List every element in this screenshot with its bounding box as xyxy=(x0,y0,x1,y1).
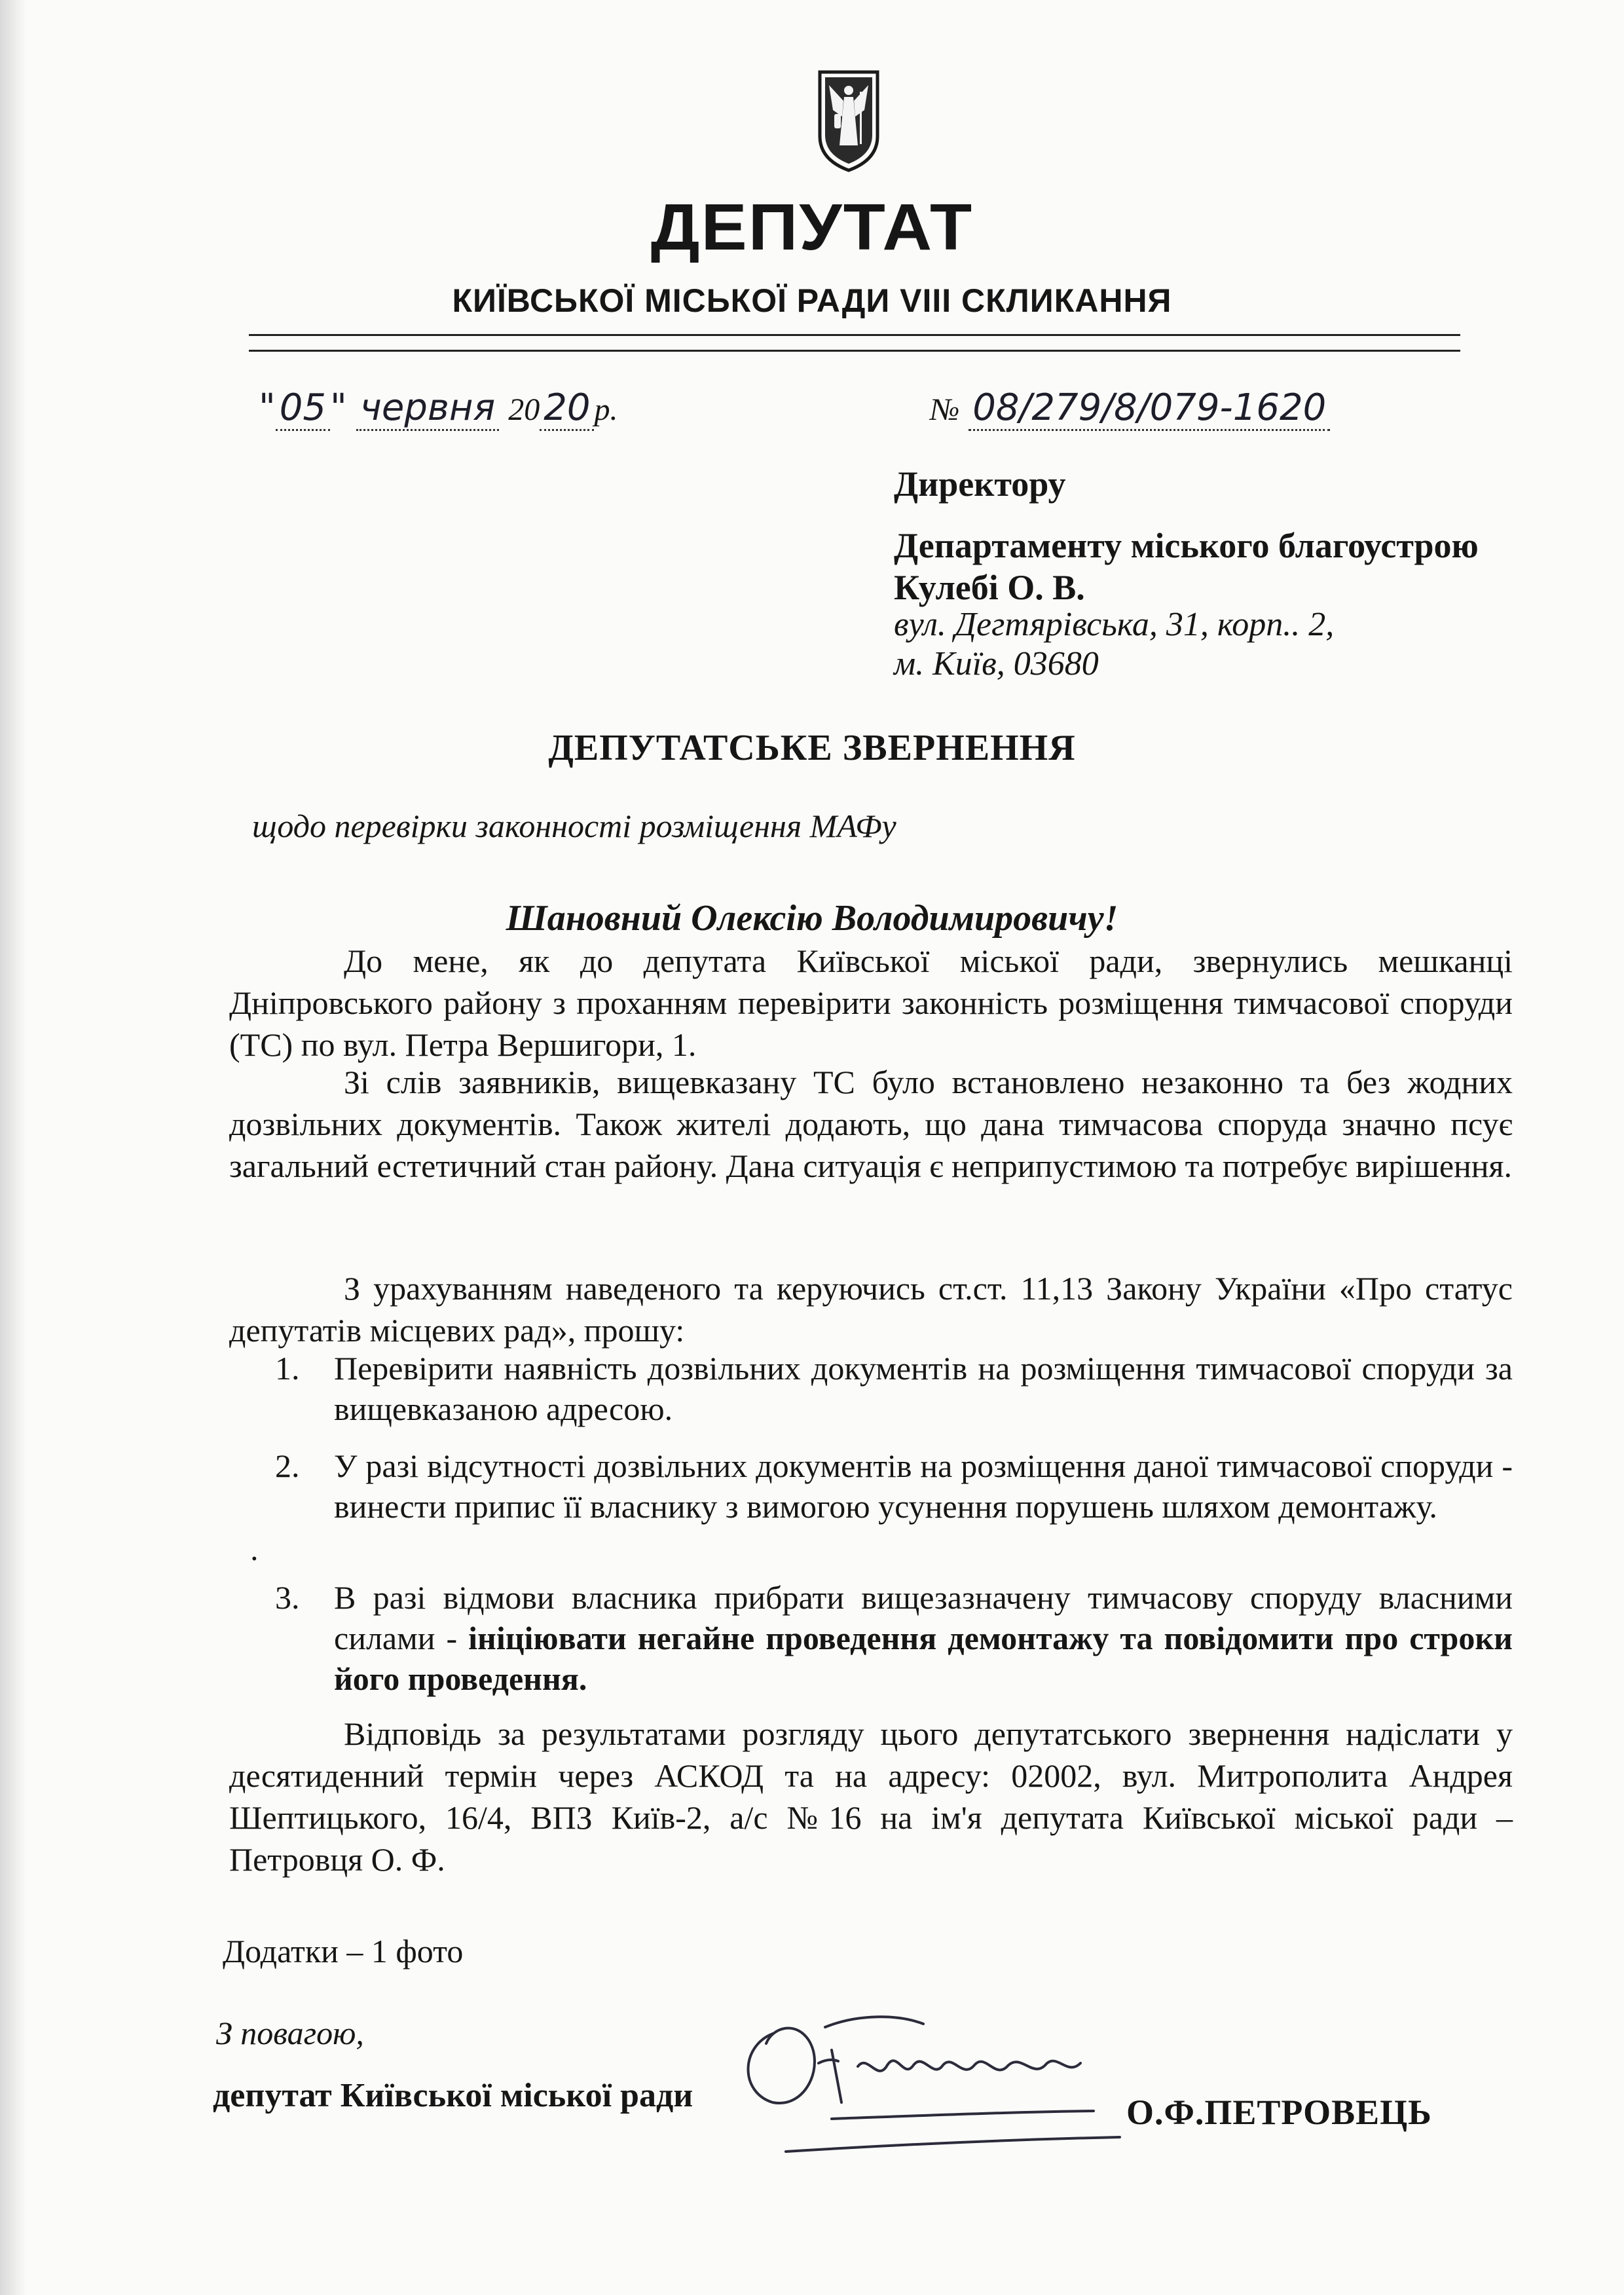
date-year-mark: р. xyxy=(594,392,618,427)
date-year-suffix: 20 xyxy=(540,386,594,431)
header-subtitle: КИЇВСЬКОЇ МІСЬКОЇ РАДИ VIII СКЛИКАННЯ xyxy=(452,282,1172,319)
document-number xyxy=(930,386,1330,429)
header-rule-bottom xyxy=(249,350,1460,352)
addressee-position: Директору xyxy=(894,464,1066,504)
header-rule-top xyxy=(249,334,1460,336)
handwritten-signature xyxy=(727,1988,1153,2178)
number-label: № xyxy=(930,392,960,427)
document-date xyxy=(259,386,618,429)
body-paragraph: До мене, як до депутата Київської міської ради, звернулись мешканці Дніпровського району з проханням перевірити законність розміщення тимчасової споруди (ТС) по вул. Петра Вершигори, 1. xyxy=(229,942,1513,1063)
request-list-item xyxy=(275,1577,1513,1699)
addressee-city: м. Київ, 03680 xyxy=(894,645,1099,682)
list-item-number: 3. xyxy=(275,1579,300,1616)
body-paragraph: З урахуванням наведеного та керуючись ст.ст. 11,13 Закону України «Про статус депутатів місцевих рад», прошу: xyxy=(229,1270,1513,1349)
header-title: ДЕПУТАТ xyxy=(650,191,974,264)
signer-name: О.Ф.ПЕТРОВЕЦЬ xyxy=(1126,2093,1432,2132)
document-subject: щодо перевірки законності розміщення МАФу xyxy=(252,808,896,844)
request-list-item xyxy=(275,1348,1513,1429)
date-open-quote: " xyxy=(259,386,276,429)
list-item-text xyxy=(334,1577,1513,1699)
body-paragraph: Відповідь за результатами розгляду цього депутатського звернення надіслати у десятиденний термін через АСКОД та на адресу: 02002, вул. Митрополита Андрея Шептицького, 16/4, ВПЗ Київ-2, а/с №16 на ім'я депутата Київської міської ради – Петровця О. Ф. xyxy=(229,1715,1513,1878)
date-year-prefix: 20 xyxy=(508,392,540,427)
list-item-number: 2. xyxy=(275,1447,300,1484)
date-month: червня xyxy=(356,386,499,431)
list-item-text: Перевірити наявність дозвільних документів на розміщення тимчасової споруди за вищевказаною адресою. xyxy=(334,1350,1513,1427)
body-paragraph: Зі слів заявників, вищевказану ТС було встановлено незаконно та без жодних дозвільних документів. Також жителі додають, що дана тимчасова споруда значно псує загальний естетичний стан району. Дана ситуація є неприпустимою та потребує вирішення. xyxy=(229,1064,1513,1184)
date-close-quote: " xyxy=(330,386,347,429)
document-title: ДЕПУТАТСЬКЕ ЗВЕРНЕННЯ xyxy=(548,728,1076,768)
closing-phrase: З повагою, xyxy=(216,2015,364,2051)
list-item-bold-text: ініціювати негайне проведення демонтажу та повідомити про строки його проведення. xyxy=(334,1620,1513,1697)
addressee-street: вул. Дегтярівська, 31, корп.. 2, xyxy=(894,606,1335,643)
scan-shadow-edge xyxy=(0,0,26,2295)
signer-title: депутат Київської міської ради xyxy=(213,2077,693,2114)
list-item-plain-text: В разі відмови власника прибрати вищезазначену тимчасову споруду власними силами - xyxy=(334,1579,1513,1656)
list-item-number: 1. xyxy=(275,1350,300,1387)
kyiv-coat-of-arms-icon xyxy=(816,68,881,173)
attachments-note: Додатки – 1 фото xyxy=(223,1933,464,1969)
request-list-item xyxy=(275,1446,1513,1527)
addressee-name: Кулебі О. В. xyxy=(894,568,1085,607)
date-day: 05 xyxy=(276,386,330,431)
greeting: Шановний Олексію Володимировичу! xyxy=(506,898,1118,939)
list-item-text: У разі відсутності дозвільних документів на розміщення даної тимчасової споруди - винести припис її власнику з вимогою усунення порушень шляхом демонтажу. xyxy=(334,1447,1513,1525)
stray-mark: · xyxy=(249,1540,260,1577)
number-value: 08/279/8/079-1620 xyxy=(969,386,1330,431)
addressee-department: Департаменту міського благоустрою xyxy=(894,526,1479,565)
